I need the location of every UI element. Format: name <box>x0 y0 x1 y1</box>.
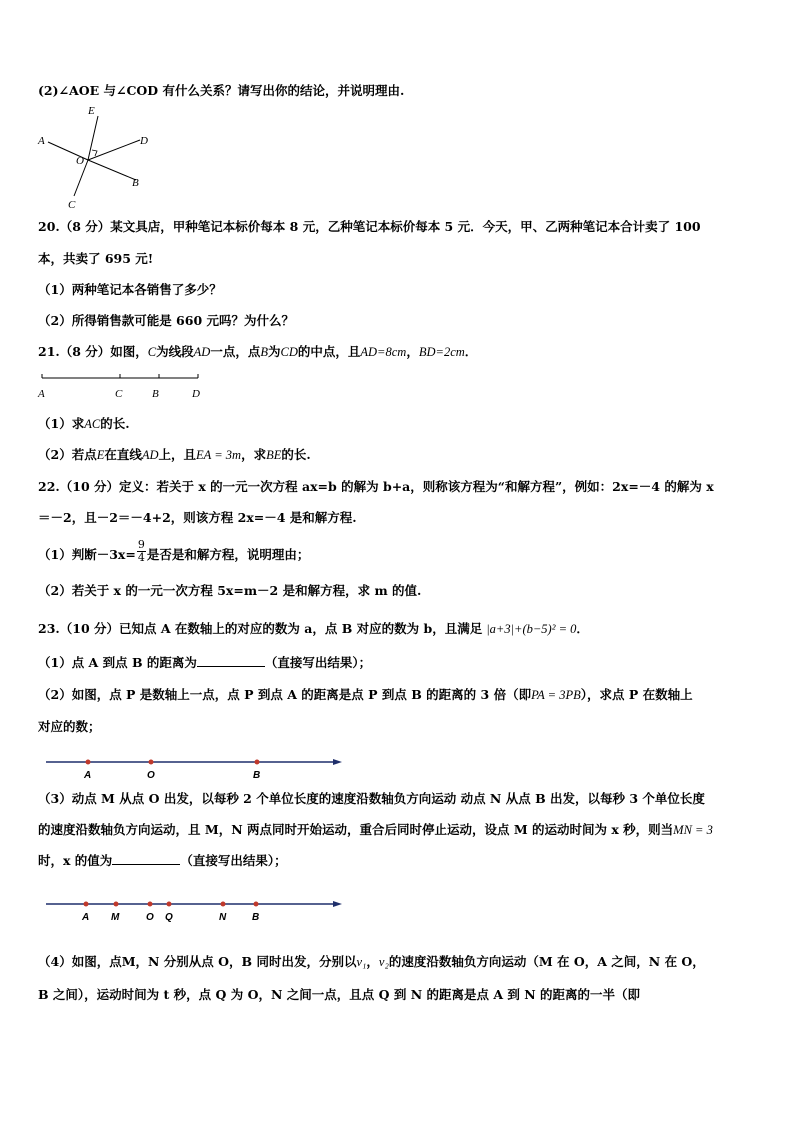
answer-blank-2[interactable] <box>112 852 180 865</box>
q20-stem-2: 本，共卖了 695 元! <box>38 251 154 266</box>
q23-stem-b: ． <box>576 621 589 636</box>
q22-line1: 22.（10 分）定义：若关于 x 的一元一次方程 ax=b 的解为 b+a，则称该方程为“和解方程”，例如：2x=－4 的解为 x <box>38 479 714 494</box>
axis2-label-M: M <box>111 912 120 923</box>
q21-sub1-b: 的长. <box>100 416 130 431</box>
number-line-2 <box>44 896 344 926</box>
q20-stem-1: 20.（8 分）某文具店，甲种笔记本标价每本 8 元，乙种笔记本标价每本 5 元．今天，甲、乙两种笔记本合计卖了 100 <box>38 219 701 234</box>
q21-text-b: 为线段 <box>156 344 194 359</box>
q22-line2: ＝－2，且－2＝－4+2，则该方程 2x=－4 是和解方程. <box>38 510 357 525</box>
q23-sub2-eq: PA = 3PB <box>531 688 581 702</box>
axis2-label-N: N <box>219 912 227 923</box>
axis1-label-B: B <box>253 770 261 781</box>
axis2-label-B: B <box>252 912 260 923</box>
seg-label-B: B <box>152 388 159 400</box>
label-D: D <box>140 135 148 147</box>
q21-sub1-ac: AC <box>84 417 101 431</box>
point2-N <box>221 902 226 907</box>
q21-text-d: 为 <box>267 344 281 359</box>
q23-sub3-d: （直接写出结果）； <box>180 853 287 868</box>
q23-sub2-b: ），求点 P 在数轴上 <box>580 687 693 702</box>
q21-eq-bd: BD=2cm <box>418 345 465 359</box>
q23-stem-eq: |a+3|+(b−5)² = 0 <box>486 622 577 636</box>
point2-B <box>254 902 259 907</box>
point2-O <box>148 902 153 907</box>
q23-sub3-line2 <box>38 821 713 839</box>
q20-sub2: （2）所得销售款可能是 660 元吗？为什么？ <box>38 313 294 328</box>
q21-sub2-be: BE <box>266 448 282 462</box>
q23-sub3-c: 时，x 的值为 <box>38 853 113 868</box>
label-C: C <box>68 199 76 211</box>
q20-sub1: （1）两种笔记本各销售了多少？ <box>38 282 222 297</box>
q23-stem <box>38 620 589 638</box>
q23-sub2-line2: 对应的数； <box>38 719 101 734</box>
q23-sub3-eq: MN = 3 <box>673 823 713 837</box>
q23-sub4-a: （4）如图，点M，N 分别从点 O，B 同时出发，分别以 <box>38 954 357 969</box>
q23-sub1 <box>38 654 371 672</box>
q21-sub2-c: 上，且 <box>158 447 197 462</box>
q21-text-a: 21.（8 分）如图， <box>38 344 148 359</box>
seg-label-A: A <box>38 388 45 400</box>
angle-figure <box>36 104 166 211</box>
point2-Q <box>167 902 172 907</box>
q21-sub2-b: 在直线 <box>104 447 142 462</box>
label-B: B <box>132 177 139 189</box>
q21-sub1-a: （1）求 <box>38 416 85 431</box>
point2-A <box>84 902 89 907</box>
q19-part2: (2)∠AOE 与∠COD 有什么关系？请写出你的结论，并说明理由. <box>38 83 405 98</box>
q23-sub1-b: （直接写出结果）； <box>264 655 372 670</box>
q21-sub2-e2: 的长. <box>281 447 311 462</box>
answer-blank[interactable] <box>197 654 265 667</box>
segment-figure <box>40 372 210 402</box>
q21-text-g: ． <box>464 344 478 359</box>
q23-sub3-line1: （3）动点 M 从点 O 出发，以每秒 2 个单位长度的速度沿数轴负方向运动 动点 N 从点 B 出发，以每秒 3 个单位长度 <box>38 791 705 806</box>
point-A <box>86 760 91 765</box>
q23-sub4-v1: v₁ <box>356 955 367 969</box>
fraction-denominator: 4 <box>137 551 145 564</box>
q21-sub2-ea: EA = 3m <box>196 448 242 462</box>
q22-sub2: （2）若关于 x 的一元一次方程 5x=m－2 是和解方程，求 m 的值. <box>38 583 422 598</box>
q21-stem <box>38 343 477 361</box>
label-A: A <box>38 135 45 147</box>
q23-sub4-line1 <box>38 953 705 971</box>
axis2-label-A: A <box>82 912 90 923</box>
q21-sub2-a: （2）若点 <box>38 447 97 462</box>
q21-eq-ad: AD=8cm <box>360 345 407 359</box>
q23-sub2-line1 <box>38 686 693 704</box>
point-O <box>149 760 154 765</box>
point2-M <box>114 902 119 907</box>
number-line-1 <box>44 754 344 784</box>
q22-sub1 <box>38 538 310 564</box>
label-E: E <box>88 105 95 117</box>
q21-sub2-ad: AD <box>141 448 159 462</box>
q21-var-ad: AD <box>193 345 211 359</box>
axis2-label-O: O <box>146 912 154 923</box>
seg-label-D: D <box>192 388 200 400</box>
q23-sub2-a: （2）如图，点 P 是数轴上一点，点 P 到点 A 的距离是点 P 到点 B 的距离的 3 倍（即 <box>38 687 532 702</box>
axis1-label-O: O <box>147 770 155 781</box>
fraction <box>137 539 146 564</box>
q21-text-e: 的中点，且 <box>297 344 361 359</box>
seg-label-C: C <box>115 388 123 400</box>
q22-sub1-a: （1）判断－3x= <box>38 547 136 562</box>
q21-text-f: ， <box>406 344 419 359</box>
q23-sub4-line2: B 之间），运动时间为 t 秒，点 Q 为 O，N 之间一点，且点 Q 到 N 的距离是点 A 到 N 的距离的一半（即 <box>38 987 641 1002</box>
label-O: O <box>76 155 84 167</box>
axis2-label-Q: Q <box>165 912 173 923</box>
q21-var-cd: CD <box>280 345 298 359</box>
q21-var-b: B <box>260 345 268 359</box>
q23-sub4-b: 的速度沿数轴负方向运动（M 在 O，A 之间，N 在 O， <box>388 954 705 969</box>
q23-stem-a: 23.（10 分）已知点 A 在数轴上的对应的数为 a，点 B 对应的数为 b，且满足 <box>38 621 483 636</box>
q23-sub4-v2: v₂ <box>378 955 389 969</box>
q21-sub2-e: E <box>96 448 105 462</box>
q23-sub1-a: （1）点 A 到点 B 的距离为 <box>38 655 197 670</box>
q22-sub1-b: 是否是和解方程，说明理由； <box>146 547 310 562</box>
q21-sub2-d: ，求 <box>241 447 267 462</box>
q21-sub2 <box>38 446 311 464</box>
point-B <box>255 760 260 765</box>
q23-sub4-sep: ， <box>366 954 379 969</box>
q23-sub3-a: 的速度沿数轴负方向运动，且 M，N 两点同时开始运动，重合后同时停止运动，设点 M 的运动时间为 x 秒，则当 <box>38 822 674 837</box>
q21-var-c: C <box>147 345 157 359</box>
q21-sub1 <box>38 415 130 433</box>
q21-text-c: 一点，点 <box>210 344 261 359</box>
q23-sub3-line3 <box>38 852 287 870</box>
axis1-label-A: A <box>84 770 92 781</box>
fraction-numerator: 9 <box>137 538 145 551</box>
